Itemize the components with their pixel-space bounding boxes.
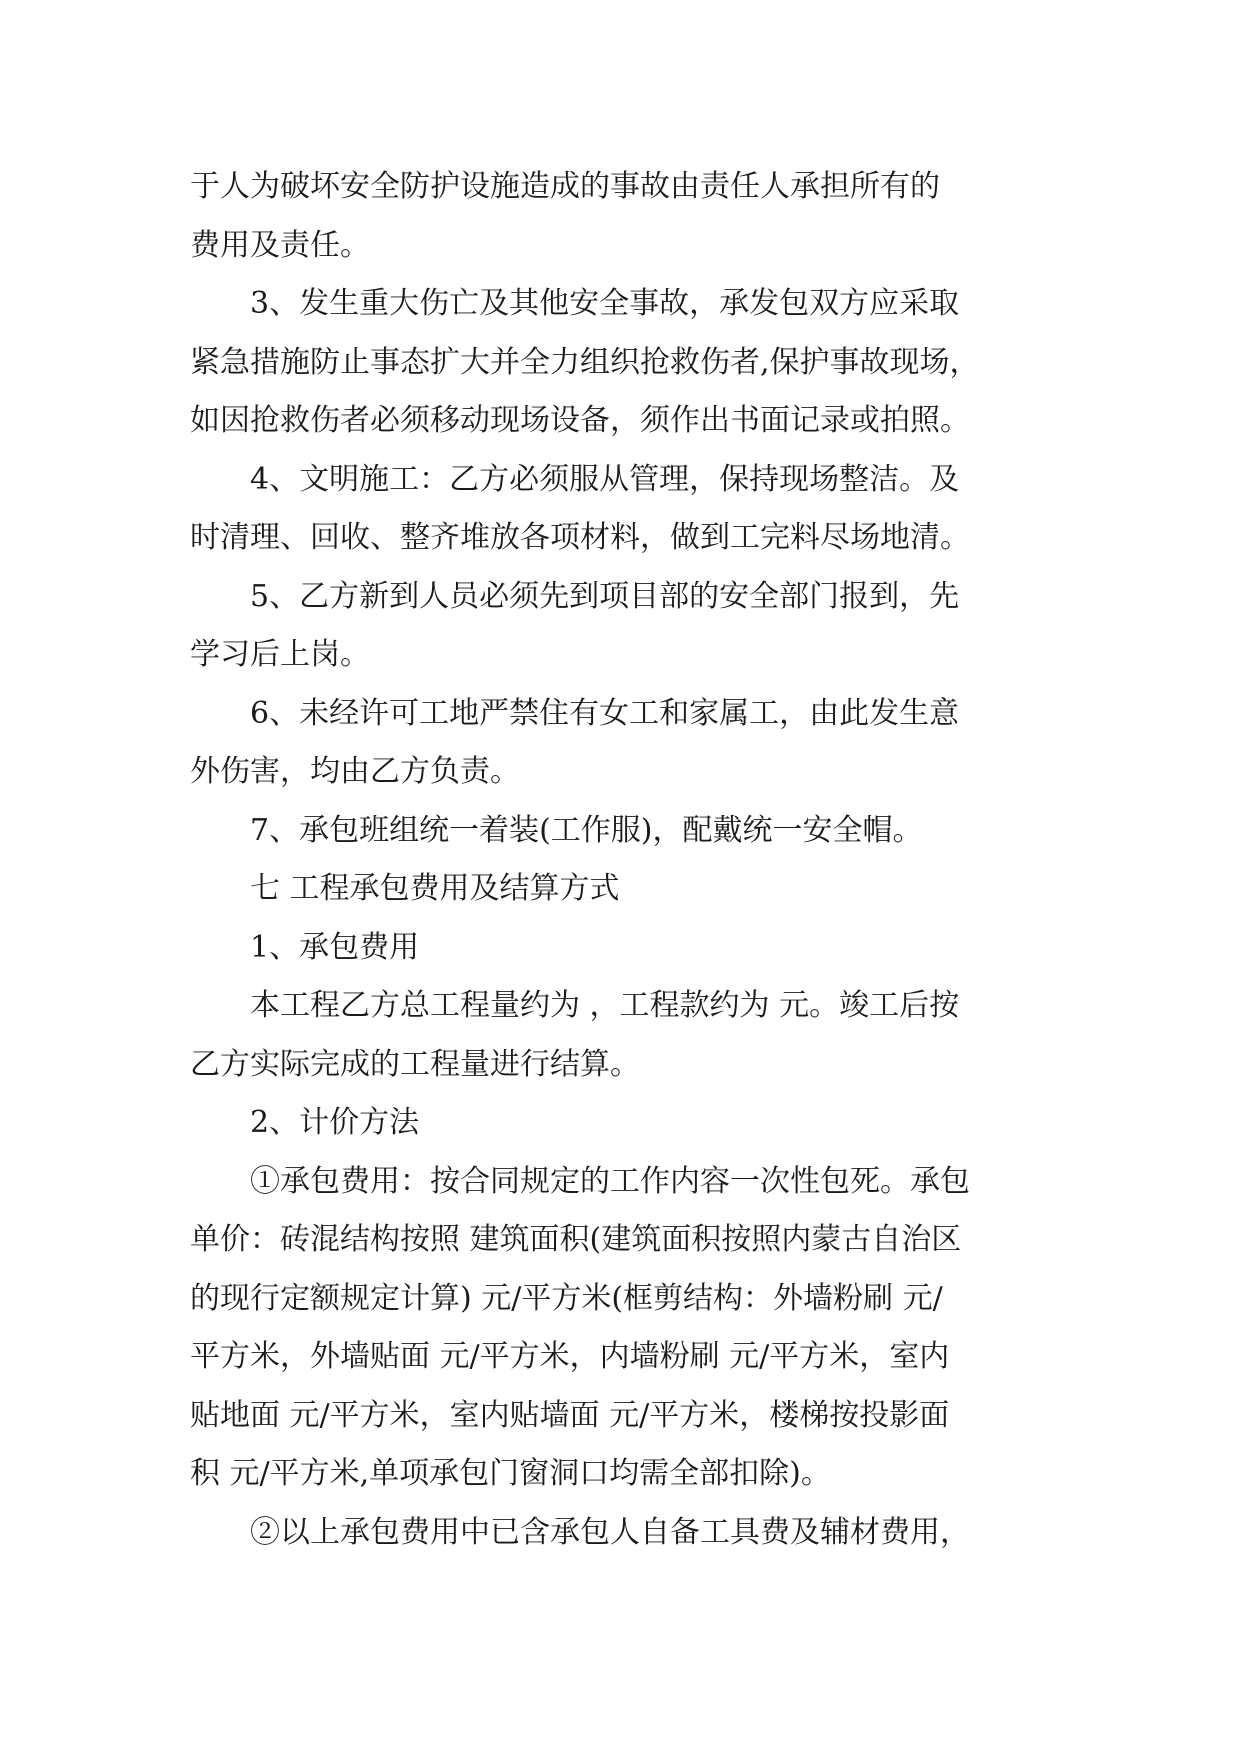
clause-4-line-1: 4、文明施工：乙方必须服从管理，保持现场整洁。及: [250, 461, 960, 497]
clause-6-line-1: 6、未经许可工地严禁住有女工和家属工，由此发生意: [250, 695, 960, 731]
text-line-1: 于人为破坏安全防护设施造成的事故由责任人承担所有的: [190, 169, 940, 204]
clause-6-line-2: 外伤害，均由乙方负责。: [190, 754, 520, 789]
item-1-line-2: 单价：砖混结构按照 建筑面积(建筑面积按照内蒙古自治区: [190, 1222, 962, 1257]
clause-3-line-3: 如因抢救伤者必须移动现场设备，须作出书面记录或拍照。: [190, 403, 970, 438]
clause-7-line-1: 7、承包班组统一着装(工作服)，配戴统一安全帽。: [250, 812, 923, 848]
clause-3-line-1: 3、发生重大伤亡及其他安全事故，承发包双方应采取: [250, 286, 960, 321]
item-1-line-6: 积 元/平方米,单项承包门窗洞口均需全部扣除)。: [190, 1456, 831, 1491]
clause-5-line-1: 5、乙方新到人员必须先到项目部的安全部门报到，先: [250, 578, 960, 614]
item-1-line-3: 的现行定额规定计算) 元/平方米(框剪结构：外墙粉刷 元/: [190, 1280, 943, 1316]
item-2-line-1: ②以上承包费用中已含承包人自备工具费及辅材费用，: [250, 1514, 970, 1550]
text-line-2: 费用及责任。: [190, 227, 370, 263]
clause-4-line-2: 时清理、回收、整齐堆放各项材料，做到工完料尽场地清。: [190, 520, 970, 555]
subsection-1-heading: 1、承包费用: [250, 929, 420, 965]
cost-paragraph-line-1: 本工程乙方总工程量约为 ，工程款约为 元。竣工后按: [250, 988, 960, 1023]
item-1-line-1: ①承包费用：按合同规定的工作内容一次性包死。承包: [250, 1163, 970, 1199]
item-1-line-4: 平方米，外墙贴面 元/平方米，内墙粉刷 元/平方米，室内: [190, 1339, 950, 1374]
section-7-heading: 七 工程承包费用及结算方式: [250, 871, 620, 906]
subsection-2-heading: 2、计价方法: [250, 1105, 420, 1140]
cost-paragraph-line-2: 乙方实际完成的工程量进行结算。: [190, 1046, 640, 1082]
clause-3-line-2: 紧急措施防止事态扩大并全力组织抢救伤者,保护事故现场，: [190, 344, 980, 380]
document-body: [190, 158, 1060, 1562]
item-1-line-5: 贴地面 元/平方米，室内贴墙面 元/平方米，楼梯按投影面: [190, 1397, 950, 1433]
clause-5-line-2: 学习后上岗。: [190, 637, 370, 672]
